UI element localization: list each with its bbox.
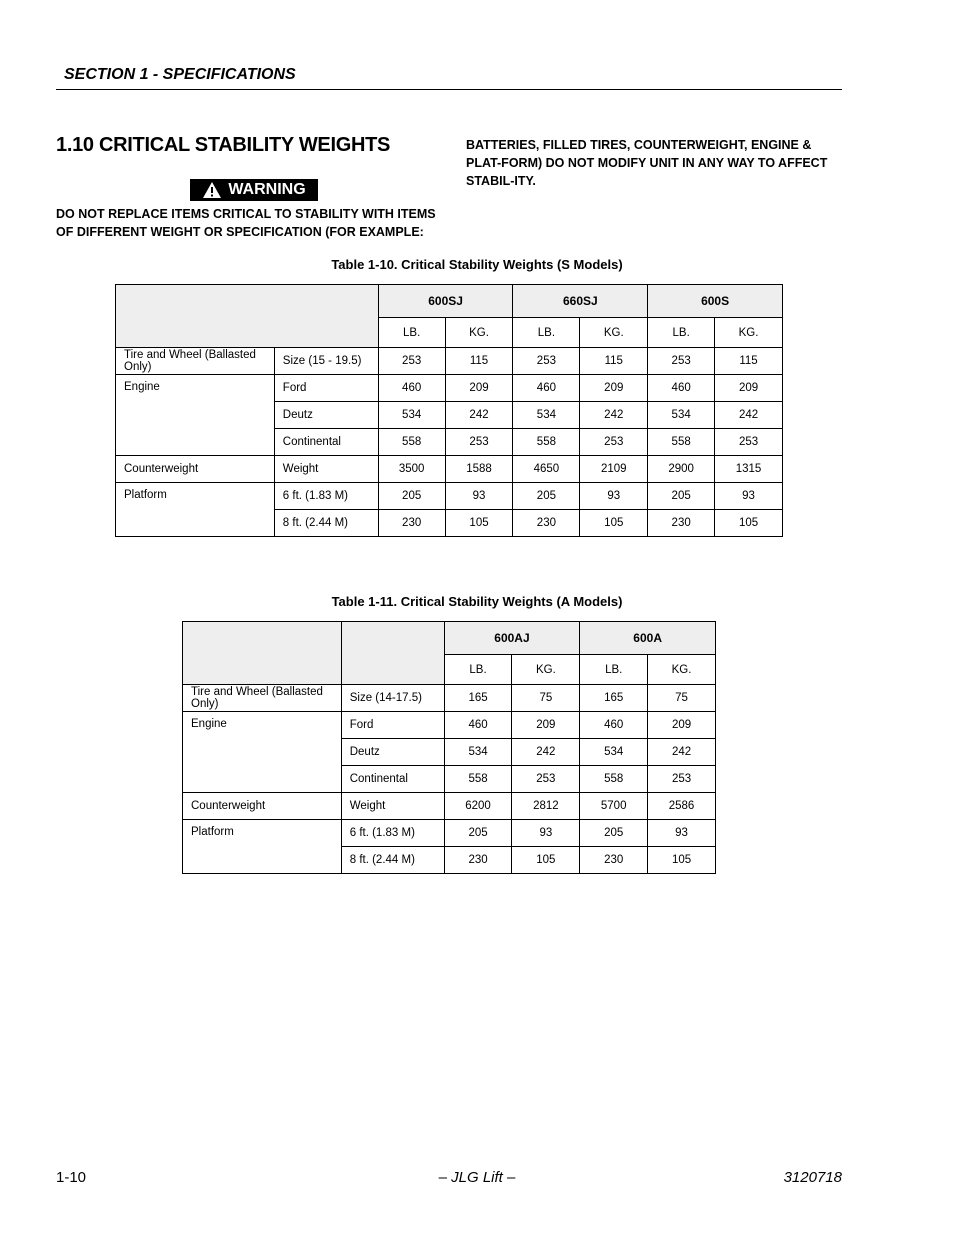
value-cell: 230 [580, 847, 648, 874]
spec-cell: Size (14-17.5) [341, 685, 444, 712]
value-cell: 105 [445, 510, 513, 537]
value-cell: 75 [512, 685, 580, 712]
value-cell: 534 [648, 402, 715, 429]
item-cell: Platform [116, 483, 275, 537]
table-a-model-header: 600A [580, 622, 716, 655]
header-rule [56, 89, 842, 90]
spec-cell: Ford [341, 712, 444, 739]
value-cell: 93 [580, 483, 648, 510]
item-cell: Platform [183, 820, 342, 874]
spec-cell: Ford [274, 375, 378, 402]
table-a-corner [341, 622, 444, 685]
value-cell: 558 [648, 429, 715, 456]
value-cell: 230 [513, 510, 580, 537]
value-cell: 534 [513, 402, 580, 429]
item-cell: Counterweight [116, 456, 275, 483]
value-cell: 242 [580, 402, 648, 429]
unit-header: KG. [512, 655, 580, 685]
table-a-corner [183, 622, 342, 685]
table-row [116, 456, 783, 483]
item-cell: Tire and Wheel (Ballasted Only) [116, 348, 275, 375]
value-cell: 460 [580, 712, 648, 739]
footer-page-number: 1-10 [56, 1169, 87, 1186]
value-cell: 205 [513, 483, 580, 510]
value-cell: 2900 [648, 456, 715, 483]
item-cell: Tire and Wheel (Ballasted Only) [183, 685, 342, 712]
unit-header: LB. [444, 655, 512, 685]
value-cell: 209 [445, 375, 513, 402]
unit-header: LB. [648, 318, 715, 348]
value-cell: 2109 [580, 456, 648, 483]
value-cell: 230 [444, 847, 512, 874]
value-cell: 253 [648, 766, 716, 793]
value-cell: 242 [512, 739, 580, 766]
unit-header: LB. [513, 318, 580, 348]
table-a-caption: Table 1-11. Critical Stability Weights (A Models) [331, 594, 623, 609]
unit-header: KG. [445, 318, 513, 348]
value-cell: 3500 [378, 456, 445, 483]
value-cell: 1588 [445, 456, 513, 483]
value-cell: 93 [445, 483, 513, 510]
value-cell: 115 [580, 348, 648, 375]
value-cell: 534 [378, 402, 445, 429]
item-cell: Engine [183, 712, 342, 793]
table-s-models [115, 284, 783, 537]
spec-cell: 6 ft. (1.83 M) [341, 820, 444, 847]
value-cell: 253 [513, 348, 580, 375]
value-cell: 115 [445, 348, 513, 375]
value-cell: 558 [580, 766, 648, 793]
value-cell: 5700 [580, 793, 648, 820]
table-s-caption: Table 1-10. Critical Stability Weights (S Models) [331, 257, 623, 272]
value-cell: 460 [378, 375, 445, 402]
value-cell: 93 [648, 820, 716, 847]
warning-text-right: BATTERIES, FILLED TIRES, COUNTERWEIGHT, ENGINE & PLAT-FORM) DO NOT MODIFY UNIT IN ANY WAY TO AFFECT STABIL-ITY. [466, 138, 828, 188]
spec-cell: Deutz [341, 739, 444, 766]
warning-badge [190, 179, 318, 201]
value-cell: 460 [648, 375, 715, 402]
warning-triangle-icon [202, 181, 222, 199]
item-cell: Counterweight [183, 793, 342, 820]
value-cell: 105 [648, 847, 716, 874]
value-cell: 558 [513, 429, 580, 456]
table-row [116, 375, 783, 402]
value-cell: 93 [512, 820, 580, 847]
unit-header: LB. [580, 655, 648, 685]
value-cell: 2586 [648, 793, 716, 820]
table-row [116, 348, 783, 375]
warning-label: WARNING [228, 181, 306, 198]
table-row [116, 483, 783, 510]
table-row [183, 793, 716, 820]
warning-text-left: DO NOT REPLACE ITEMS CRITICAL TO STABILITY WITH ITEMS OF DIFFERENT WEIGHT OR SPECIFICATION (FOR EXAMPLE: [56, 207, 436, 239]
spec-cell: 8 ft. (2.44 M) [274, 510, 378, 537]
table-row [183, 820, 716, 847]
value-cell: 105 [715, 510, 783, 537]
spec-cell: Deutz [274, 402, 378, 429]
value-cell: 230 [648, 510, 715, 537]
value-cell: 209 [580, 375, 648, 402]
value-cell: 75 [648, 685, 716, 712]
value-cell: 558 [444, 766, 512, 793]
value-cell: 105 [512, 847, 580, 874]
spec-cell: Size (15 - 19.5) [274, 348, 378, 375]
value-cell: 253 [445, 429, 513, 456]
value-cell: 209 [648, 712, 716, 739]
value-cell: 205 [378, 483, 445, 510]
section-heading: 1.10 CRITICAL STABILITY WEIGHTS [56, 134, 391, 156]
table-row [183, 685, 716, 712]
spec-cell: Continental [341, 766, 444, 793]
value-cell: 205 [444, 820, 512, 847]
value-cell: 253 [512, 766, 580, 793]
value-cell: 6200 [444, 793, 512, 820]
value-cell: 2812 [512, 793, 580, 820]
value-cell: 534 [444, 739, 512, 766]
value-cell: 209 [715, 375, 783, 402]
spec-cell: Weight [341, 793, 444, 820]
spec-cell: 8 ft. (2.44 M) [341, 847, 444, 874]
section-header: SECTION 1 - SPECIFICATIONS [64, 66, 296, 83]
footer-brand: – JLG Lift – [438, 1169, 516, 1186]
unit-header: KG. [580, 318, 648, 348]
value-cell: 205 [580, 820, 648, 847]
table-s-model-header: 600S [648, 285, 783, 318]
value-cell: 209 [512, 712, 580, 739]
table-s-corner [116, 285, 379, 348]
value-cell: 253 [648, 348, 715, 375]
value-cell: 460 [513, 375, 580, 402]
value-cell: 4650 [513, 456, 580, 483]
table-s-model-header: 600SJ [378, 285, 513, 318]
unit-header: KG. [648, 655, 716, 685]
value-cell: 1315 [715, 456, 783, 483]
table-row [183, 712, 716, 739]
value-cell: 105 [580, 510, 648, 537]
value-cell: 253 [715, 429, 783, 456]
spec-cell: 6 ft. (1.83 M) [274, 483, 378, 510]
value-cell: 242 [445, 402, 513, 429]
value-cell: 93 [715, 483, 783, 510]
table-a-model-header: 600AJ [444, 622, 580, 655]
footer-doc-number: 3120718 [783, 1169, 842, 1186]
value-cell: 253 [580, 429, 648, 456]
spec-cell: Weight [274, 456, 378, 483]
value-cell: 230 [378, 510, 445, 537]
value-cell: 242 [715, 402, 783, 429]
value-cell: 205 [648, 483, 715, 510]
unit-header: KG. [715, 318, 783, 348]
value-cell: 558 [378, 429, 445, 456]
value-cell: 460 [444, 712, 512, 739]
value-cell: 115 [715, 348, 783, 375]
table-s-model-header: 660SJ [513, 285, 648, 318]
unit-header: LB. [378, 318, 445, 348]
value-cell: 242 [648, 739, 716, 766]
value-cell: 165 [580, 685, 648, 712]
table-a-models [182, 621, 716, 874]
value-cell: 253 [378, 348, 445, 375]
item-cell: Engine [116, 375, 275, 456]
spec-cell: Continental [274, 429, 378, 456]
value-cell: 165 [444, 685, 512, 712]
value-cell: 534 [580, 739, 648, 766]
